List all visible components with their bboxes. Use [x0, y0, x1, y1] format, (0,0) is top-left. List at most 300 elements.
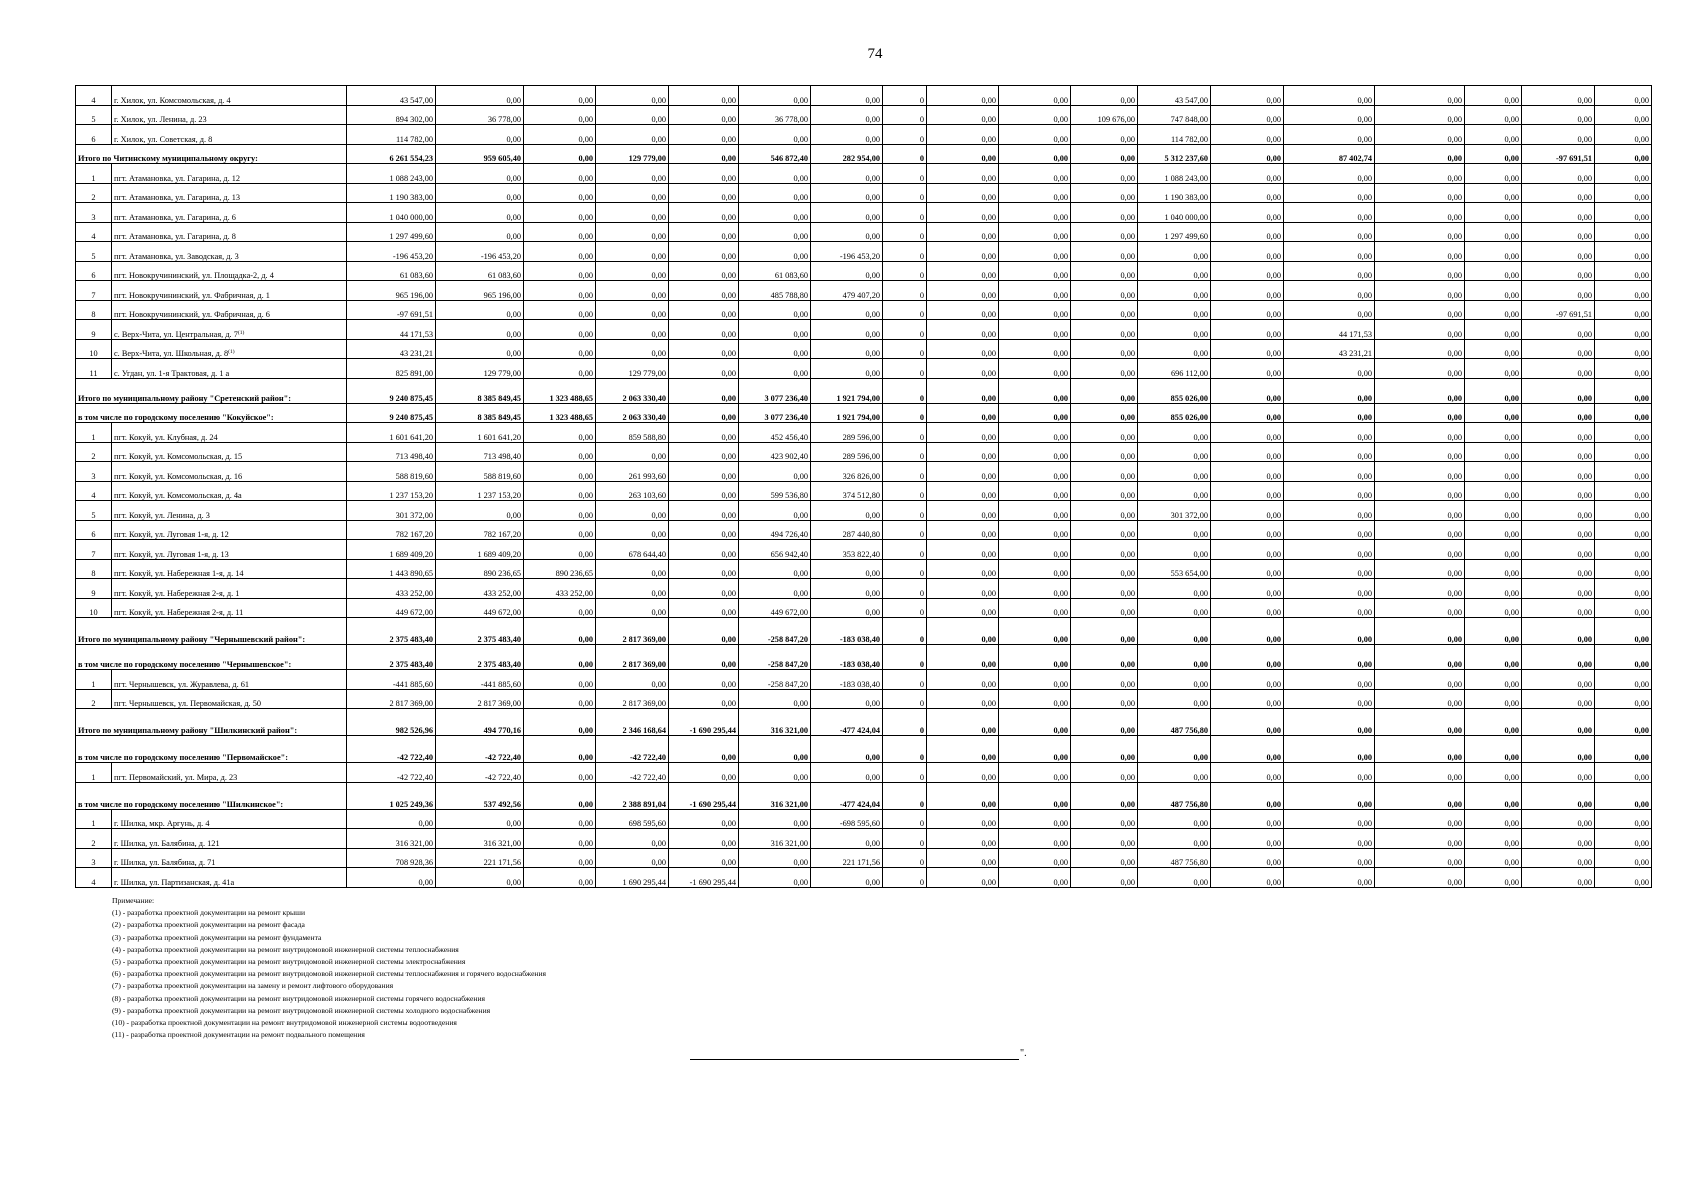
value-cell: 0,00	[999, 105, 1071, 125]
value-cell: 0,00	[739, 501, 811, 521]
value-cell: 0,00	[1465, 242, 1522, 262]
value-cell: 0,00	[1375, 763, 1465, 783]
value-cell: 708 928,36	[347, 848, 436, 868]
value-cell: -477 424,04	[811, 782, 883, 809]
value-cell: 0,00	[927, 164, 999, 184]
table-row	[76, 242, 1652, 262]
value-cell: 0,00	[1465, 579, 1522, 599]
value-cell: 0,00	[1211, 359, 1284, 379]
value-cell: 0,00	[811, 689, 883, 709]
value-cell: 0,00	[1211, 105, 1284, 125]
value-cell: 678 644,40	[596, 540, 669, 560]
value-cell: 0,00	[524, 105, 596, 125]
address-cell	[112, 520, 347, 540]
row-number: 4	[76, 868, 112, 888]
value-cell: 0,00	[1595, 105, 1652, 125]
value-cell: 0,00	[927, 442, 999, 462]
value-cell: 0,00	[347, 809, 436, 829]
value-cell: 0,00	[1522, 281, 1595, 301]
value-cell: 0,00	[669, 809, 739, 829]
note-item: (1) - разработка проектной документации на ремонт крыши	[112, 908, 306, 918]
value-cell: 0,00	[596, 320, 669, 340]
value-cell: 2 817 369,00	[347, 689, 436, 709]
table-row	[76, 868, 1652, 888]
value-cell: 0,00	[669, 540, 739, 560]
value-cell: 0,00	[999, 829, 1071, 849]
table-row	[76, 164, 1652, 184]
value-cell: 0,00	[1138, 809, 1211, 829]
value-cell: 0,00	[999, 242, 1071, 262]
value-cell: 0	[883, 125, 927, 145]
value-cell: 0,00	[669, 689, 739, 709]
value-cell: 0,00	[1595, 809, 1652, 829]
value-cell: 289 596,00	[811, 442, 883, 462]
value-cell: 0,00	[1375, 105, 1465, 125]
value-cell: 0,00	[927, 423, 999, 443]
value-cell: 0	[883, 782, 927, 809]
value-cell: 0,00	[524, 242, 596, 262]
value-cell: -196 453,20	[811, 242, 883, 262]
address-cell	[112, 462, 347, 482]
value-cell: 537 492,56	[436, 782, 524, 809]
value-cell: 0,00	[1595, 144, 1652, 164]
value-cell: 0,00	[1375, 829, 1465, 849]
value-cell: 487 756,80	[1138, 709, 1211, 736]
value-cell: 0,00	[1465, 848, 1522, 868]
value-cell: 1 040 000,00	[1138, 203, 1211, 223]
address-cell	[112, 579, 347, 599]
value-cell: 0,00	[596, 183, 669, 203]
value-cell: 0	[883, 222, 927, 242]
value-cell: 0,00	[1071, 222, 1138, 242]
value-cell: 301 372,00	[347, 501, 436, 521]
value-cell: 0	[883, 848, 927, 868]
value-cell: 0,00	[999, 501, 1071, 521]
value-cell: 3 077 236,40	[739, 378, 811, 403]
value-cell: 87 402,74	[1284, 144, 1375, 164]
value-cell: 0,00	[1211, 809, 1284, 829]
address-cell	[112, 125, 347, 145]
value-cell: 221 171,56	[811, 848, 883, 868]
value-cell: 0,00	[1138, 339, 1211, 359]
row-number: 1	[76, 423, 112, 443]
value-cell: 0,00	[1211, 86, 1284, 106]
value-cell: 0,00	[1375, 598, 1465, 618]
value-cell: 0,00	[1211, 164, 1284, 184]
value-cell: 0,00	[1465, 423, 1522, 443]
value-cell: 0,00	[1138, 618, 1211, 645]
value-cell: 0,00	[999, 462, 1071, 482]
value-cell: 0,00	[927, 403, 999, 423]
value-cell: 0,00	[596, 579, 669, 599]
value-cell: 0,00	[1211, 736, 1284, 763]
value-cell: 0,00	[524, 481, 596, 501]
value-cell: 0,00	[1284, 423, 1375, 443]
address-text: пгт. Кокуй, ул. Клубная, д. 24	[114, 432, 218, 442]
value-cell: -183 038,40	[811, 618, 883, 645]
note-item: (8) - разработка проектной документации на ремонт внутридомовой инженерной системы горячего водоснабжения	[112, 993, 486, 1003]
value-cell: 0,00	[1071, 423, 1138, 443]
value-cell: 0,00	[669, 736, 739, 763]
value-cell: 0,00	[1211, 222, 1284, 242]
value-cell: 0,00	[1595, 242, 1652, 262]
value-cell: 0,00	[1522, 261, 1595, 281]
value-cell: 0,00	[999, 481, 1071, 501]
value-cell: 0,00	[999, 183, 1071, 203]
value-cell: 0,00	[524, 645, 596, 670]
value-cell: 0,00	[596, 242, 669, 262]
value-cell: 0,00	[1138, 540, 1211, 560]
value-cell: 2 063 330,40	[596, 378, 669, 403]
value-cell: 855 026,00	[1138, 403, 1211, 423]
value-cell: 0,00	[1595, 689, 1652, 709]
value-cell: 696 112,00	[1138, 359, 1211, 379]
table-row	[76, 520, 1652, 540]
value-cell: 0,00	[927, 598, 999, 618]
value-cell: 109 676,00	[1071, 105, 1138, 125]
value-cell: 1 297 499,60	[1138, 222, 1211, 242]
value-cell: 0,00	[1284, 763, 1375, 783]
value-cell: 0,00	[1284, 579, 1375, 599]
value-cell: 890 236,65	[436, 559, 524, 579]
value-cell: 449 672,00	[347, 598, 436, 618]
value-cell: 0,00	[1522, 645, 1595, 670]
value-cell: 0,00	[669, 144, 739, 164]
value-cell: 316 321,00	[436, 829, 524, 849]
address-text: г. Шилка, мкр. Аргунь, д. 4	[114, 819, 210, 828]
row-number: 4	[76, 86, 112, 106]
value-cell: 0,00	[927, 579, 999, 599]
value-cell: 0,00	[1595, 281, 1652, 301]
value-cell: 0,00	[927, 501, 999, 521]
value-cell: 982 526,96	[347, 709, 436, 736]
address-cell	[112, 320, 347, 340]
table-row	[76, 281, 1652, 301]
value-cell: -1 690 295,44	[669, 709, 739, 736]
value-cell: 0,00	[811, 598, 883, 618]
value-cell: 0,00	[669, 281, 739, 301]
value-cell: 0,00	[999, 261, 1071, 281]
table-row	[76, 829, 1652, 849]
value-cell: 0,00	[1595, 670, 1652, 690]
value-cell: 0,00	[739, 300, 811, 320]
value-cell: 0,00	[1375, 423, 1465, 443]
repair-table	[75, 85, 1652, 888]
value-cell: 0,00	[1284, 105, 1375, 125]
value-cell: 0,00	[669, 242, 739, 262]
value-cell: 0,00	[1071, 359, 1138, 379]
table-row	[76, 501, 1652, 521]
value-cell: 0,00	[999, 559, 1071, 579]
value-cell: 782 167,20	[436, 520, 524, 540]
value-cell: 0,00	[596, 281, 669, 301]
value-cell: 0,00	[1138, 242, 1211, 262]
value-cell: 0,00	[1375, 501, 1465, 521]
value-cell: 0,00	[1595, 501, 1652, 521]
value-cell: 0,00	[1465, 86, 1522, 106]
value-cell: 0,00	[1595, 645, 1652, 670]
value-cell: 0,00	[1522, 481, 1595, 501]
value-cell: 0,00	[739, 125, 811, 145]
value-cell: -42 722,40	[436, 763, 524, 783]
address-cell	[112, 203, 347, 223]
row-number: 8	[76, 559, 112, 579]
value-cell: 0,00	[1211, 848, 1284, 868]
value-cell: 0	[883, 481, 927, 501]
value-cell: 0,00	[1211, 261, 1284, 281]
value-cell: 0,00	[1522, 442, 1595, 462]
value-cell: 9 240 875,45	[347, 403, 436, 423]
value-cell: 0,00	[669, 222, 739, 242]
value-cell: 0	[883, 689, 927, 709]
value-cell: 0,00	[927, 618, 999, 645]
value-cell: -42 722,40	[347, 763, 436, 783]
value-cell: 0,00	[524, 736, 596, 763]
footnote-mark: (1)	[237, 329, 245, 336]
table-row	[76, 203, 1652, 223]
value-cell: 0,00	[1522, 164, 1595, 184]
value-cell: 0,00	[811, 339, 883, 359]
value-cell: 449 672,00	[739, 598, 811, 618]
total-label: Итого по муниципальному району "Чернышевский район":	[76, 618, 347, 645]
value-cell: 43 547,00	[347, 86, 436, 106]
value-cell: 0	[883, 378, 927, 403]
value-cell: 423 902,40	[739, 442, 811, 462]
value-cell: 0,00	[1595, 559, 1652, 579]
value-cell: 0,00	[811, 125, 883, 145]
address-cell	[112, 261, 347, 281]
total-row	[76, 709, 1652, 736]
value-cell: 0,00	[1465, 378, 1522, 403]
value-cell: 0,00	[999, 709, 1071, 736]
value-cell: 0,00	[739, 339, 811, 359]
value-cell: 0,00	[811, 829, 883, 849]
value-cell: 0	[883, 462, 927, 482]
value-cell: 0,00	[739, 868, 811, 888]
value-cell: 0,00	[1284, 281, 1375, 301]
value-cell: 0,00	[1071, 618, 1138, 645]
value-cell: 0,00	[596, 501, 669, 521]
value-cell: 0,00	[1465, 359, 1522, 379]
address-text: с. Угдан, ул. 1-я Трактовая, д. 1 а	[114, 368, 230, 378]
value-cell: 0,00	[1465, 829, 1522, 849]
value-cell: -1 690 295,44	[669, 782, 739, 809]
value-cell: 0,00	[524, 339, 596, 359]
value-cell: 553 654,00	[1138, 559, 1211, 579]
value-cell: 0	[883, 670, 927, 690]
value-cell: 0,00	[1595, 320, 1652, 340]
value-cell: 1 921 794,00	[811, 378, 883, 403]
value-cell: 0,00	[524, 183, 596, 203]
value-cell: 0,00	[1595, 339, 1652, 359]
table-row	[76, 320, 1652, 340]
value-cell: 0,00	[999, 320, 1071, 340]
value-cell: 0,00	[524, 540, 596, 560]
footnote-mark: (1)	[228, 349, 235, 355]
value-cell: 0,00	[1138, 670, 1211, 690]
address-cell	[112, 423, 347, 443]
value-cell: 0,00	[999, 144, 1071, 164]
address-text: пгт. Атамановка, ул. Гагарина, д. 8	[114, 232, 236, 241]
total-label: в том числе по городскому поселению "Шилкинское":	[76, 782, 347, 809]
row-number: 2	[76, 442, 112, 462]
value-cell: 0,00	[1465, 809, 1522, 829]
value-cell: 0,00	[927, 203, 999, 223]
value-cell: 0,00	[1211, 242, 1284, 262]
value-cell: 0,00	[739, 848, 811, 868]
value-cell: 0,00	[1595, 579, 1652, 599]
value-cell: 0,00	[1465, 618, 1522, 645]
value-cell: 0,00	[1375, 709, 1465, 736]
total-label: Итого по муниципальному району "Шилкинский район":	[76, 709, 347, 736]
value-cell: 0,00	[1071, 481, 1138, 501]
value-cell: 0,00	[669, 598, 739, 618]
value-cell: 0	[883, 829, 927, 849]
value-cell: 0,00	[1375, 144, 1465, 164]
value-cell: 0,00	[1071, 598, 1138, 618]
value-cell: 0,00	[927, 242, 999, 262]
value-cell: 698 595,60	[596, 809, 669, 829]
address-cell	[112, 501, 347, 521]
value-cell: -1 690 295,44	[669, 868, 739, 888]
address-text: пгт. Кокуй, ул. Комсомольская, д. 16	[114, 471, 243, 481]
total-label: в том числе по городскому поселению "Первомайское":	[76, 736, 347, 763]
value-cell: 0,00	[1284, 670, 1375, 690]
value-cell: 1 689 409,20	[347, 540, 436, 560]
value-cell: 0,00	[1071, 378, 1138, 403]
row-number: 7	[76, 540, 112, 560]
value-cell: 0,00	[1071, 339, 1138, 359]
value-cell: 859 588,80	[596, 423, 669, 443]
address-text: г. Шилка, ул. Балябина, д. 121	[114, 838, 220, 848]
value-cell: 0,00	[1522, 378, 1595, 403]
value-cell: 9 240 875,45	[347, 378, 436, 403]
table-row	[76, 86, 1652, 106]
table-row	[76, 222, 1652, 242]
value-cell: 0,00	[524, 125, 596, 145]
row-number: 7	[76, 281, 112, 301]
row-number: 4	[76, 481, 112, 501]
value-cell: 0,00	[596, 670, 669, 690]
address-cell	[112, 829, 347, 849]
value-cell: 0,00	[1375, 736, 1465, 763]
value-cell: 782 167,20	[347, 520, 436, 540]
table-row	[76, 809, 1652, 829]
value-cell: 0,00	[1465, 709, 1522, 736]
value-cell: 0,00	[1284, 403, 1375, 423]
value-cell: 1 025 249,36	[347, 782, 436, 809]
value-cell: 114 782,00	[1138, 125, 1211, 145]
value-cell: 0,00	[1211, 829, 1284, 849]
address-text: г. Хилок, ул. Ленина, д. 23	[114, 115, 207, 124]
value-cell: 0	[883, 86, 927, 106]
value-cell: 959 605,40	[436, 144, 524, 164]
value-cell: 0,00	[1595, 540, 1652, 560]
value-cell: 0,00	[1211, 670, 1284, 690]
value-cell: 0,00	[1071, 281, 1138, 301]
value-cell: 0,00	[739, 809, 811, 829]
value-cell: 0,00	[1465, 339, 1522, 359]
value-cell: 0,00	[1595, 782, 1652, 809]
total-row	[76, 378, 1652, 403]
value-cell: 433 252,00	[347, 579, 436, 599]
address-text: г. Хилок, ул. Комсомольская, д. 4	[114, 95, 231, 105]
value-cell: 61 083,60	[436, 261, 524, 281]
value-cell: 0,00	[1071, 86, 1138, 106]
value-cell: 0,00	[1284, 598, 1375, 618]
row-number: 10	[76, 339, 112, 359]
value-cell: 0,00	[999, 618, 1071, 645]
value-cell: 0,00	[524, 423, 596, 443]
value-cell: 0,00	[524, 320, 596, 340]
value-cell: 0,00	[1284, 540, 1375, 560]
value-cell: 0,00	[1595, 442, 1652, 462]
value-cell: 0,00	[739, 164, 811, 184]
value-cell: 0	[883, 763, 927, 783]
value-cell: 0,00	[669, 164, 739, 184]
value-cell: 479 407,20	[811, 281, 883, 301]
value-cell: 0,00	[1375, 618, 1465, 645]
value-cell: 0,00	[524, 670, 596, 690]
value-cell: 0,00	[1071, 242, 1138, 262]
row-number: 10	[76, 598, 112, 618]
value-cell: 0,00	[811, 763, 883, 783]
value-cell: 0,00	[596, 222, 669, 242]
value-cell: 1 921 794,00	[811, 403, 883, 423]
value-cell: 316 321,00	[739, 782, 811, 809]
value-cell: 0,00	[1284, 618, 1375, 645]
value-cell: 0,00	[1211, 501, 1284, 521]
value-cell: 0,00	[1465, 105, 1522, 125]
value-cell: 0,00	[524, 598, 596, 618]
value-cell: 261 993,60	[596, 462, 669, 482]
value-cell: 0,00	[927, 829, 999, 849]
value-cell: 0,00	[669, 462, 739, 482]
value-cell: 0,00	[1284, 709, 1375, 736]
value-cell: 263 103,60	[596, 481, 669, 501]
value-cell: 0,00	[669, 618, 739, 645]
address-text: пгт. Кокуй, ул. Комсомольская, д. 15	[114, 452, 243, 461]
value-cell: 0,00	[927, 320, 999, 340]
value-cell: 0,00	[1138, 261, 1211, 281]
value-cell: 0,00	[1595, 261, 1652, 281]
value-cell: 0,00	[1595, 763, 1652, 783]
value-cell: 433 252,00	[524, 579, 596, 599]
value-cell: 0,00	[1595, 618, 1652, 645]
row-number: 5	[76, 501, 112, 521]
value-cell: 0,00	[1465, 736, 1522, 763]
value-cell: 0	[883, 645, 927, 670]
value-cell: 0,00	[1595, 203, 1652, 223]
address-text: г. Шилка, ул. Партизанская, д. 41а	[114, 877, 235, 887]
value-cell: 0,00	[1522, 125, 1595, 145]
value-cell: 0,00	[1595, 462, 1652, 482]
value-cell: 0	[883, 868, 927, 888]
address-text: г. Шилка, ул. Балябина, д. 71	[114, 858, 216, 867]
value-cell: 0,00	[1522, 462, 1595, 482]
value-cell: 0,00	[999, 670, 1071, 690]
value-cell: 1 040 000,00	[347, 203, 436, 223]
value-cell: 0,00	[524, 462, 596, 482]
value-cell: 0,00	[596, 105, 669, 125]
value-cell: -42 722,40	[596, 763, 669, 783]
value-cell: 0,00	[1522, 339, 1595, 359]
row-number: 2	[76, 689, 112, 709]
value-cell: 0,00	[1071, 462, 1138, 482]
value-cell: 0,00	[1375, 339, 1465, 359]
value-cell: 747 848,00	[1138, 105, 1211, 125]
address-cell	[112, 868, 347, 888]
